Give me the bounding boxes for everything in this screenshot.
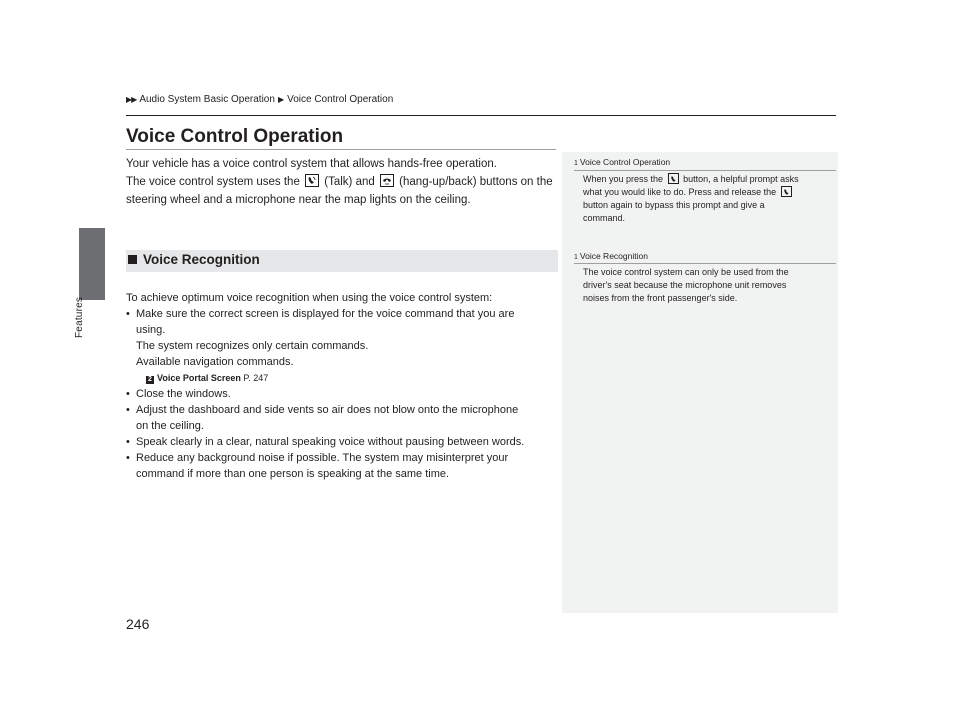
list-item-text: • Reduce any background noise if possible. The system may misinterpret your [136,452,509,464]
page-number: 246 [126,616,150,632]
list-item [126,306,566,386]
body-lead: To achieve optimum voice recognition when using the voice control system: [126,292,493,304]
breadcrumb-arrow-icon: ▶▶ [126,95,137,104]
note-line: driver's seat because the microphone unit removes [583,280,787,290]
section-heading [128,252,260,267]
list-item-text: Available navigation commands. [136,356,294,368]
cross-reference-label: Voice Portal Screen [157,373,241,383]
tips-list [126,306,566,482]
note-line: command. [583,213,626,223]
title-divider [126,149,556,150]
page-title: Voice Control Operation [126,126,344,147]
list-item-text: • Adjust the dashboard and side vents so air does not blow onto the microphone [136,404,519,416]
list-item [126,450,566,482]
note-title-text: Voice Recognition [579,251,648,261]
note-divider [574,263,836,264]
note-line: The voice control system can only be used from the [583,267,789,277]
list-item [126,386,566,402]
breadcrumb-item[interactable]: Audio System Basic Operation [139,94,275,105]
note-title: 1 Voice Control Operation [574,157,671,167]
note-line [583,186,831,199]
list-item-text: on the ceiling. [136,420,204,432]
list-item [126,434,566,450]
breadcrumb [126,94,393,105]
intro-line: Your vehicle has a voice control system that allows hands-free operation. [126,158,497,170]
note-title-text: Voice Control Operation [579,157,671,167]
note-text: When you press the [583,174,664,184]
cross-reference-page: P. 247 [243,373,269,383]
note-text: button, a helpful prompt asks [683,174,799,184]
talk-icon [668,173,679,184]
note-body [583,173,831,225]
talk-icon [305,174,319,187]
chapter-tab-label: Features [74,296,85,338]
list-item-text: command if more than one person is speaking at the same time. [136,468,450,480]
intro-text: (Talk) and [324,176,375,188]
note-line [583,173,831,186]
breadcrumb-arrow-icon: ▶ [277,95,285,104]
intro-text: The voice control system uses the [126,176,300,188]
note-body [583,266,831,305]
list-item [126,402,566,434]
hang-up-icon [380,174,394,187]
intro-line [126,173,560,191]
list-item-text: The system recognizes only certain commands. [136,340,369,352]
cross-reference-icon: 2 [146,376,154,384]
header-divider [126,115,836,116]
talk-icon [781,186,792,197]
note-title: 1 Voice Recognition [574,251,648,261]
intro-paragraph [126,155,560,209]
note-divider [574,170,836,171]
breadcrumb-item[interactable]: Voice Control Operation [287,94,394,105]
section-heading-text: Voice Recognition [143,252,260,267]
intro-line: steering wheel and a microphone near the map lights on the ceiling. [126,194,471,206]
chapter-tab-marker [79,228,105,300]
section-body [126,290,566,482]
list-item-text: • Make sure the correct screen is displayed for the voice command that you are [136,308,515,320]
list-item-text: Speak clearly in a clear, natural speaking voice without pausing between words. [136,436,525,448]
list-item-text: using. [136,324,166,336]
note-line: noises from the front passenger's side. [583,293,738,303]
note-line: button again to bypass this prompt and give a [583,200,765,210]
list-item-text: Close the windows. [136,388,231,400]
intro-text: (hang-up/back) buttons on the [399,176,553,188]
cross-reference-link[interactable] [146,370,566,386]
note-text: what you would like to do. Press and release the [583,187,777,197]
section-square-icon [128,255,137,264]
